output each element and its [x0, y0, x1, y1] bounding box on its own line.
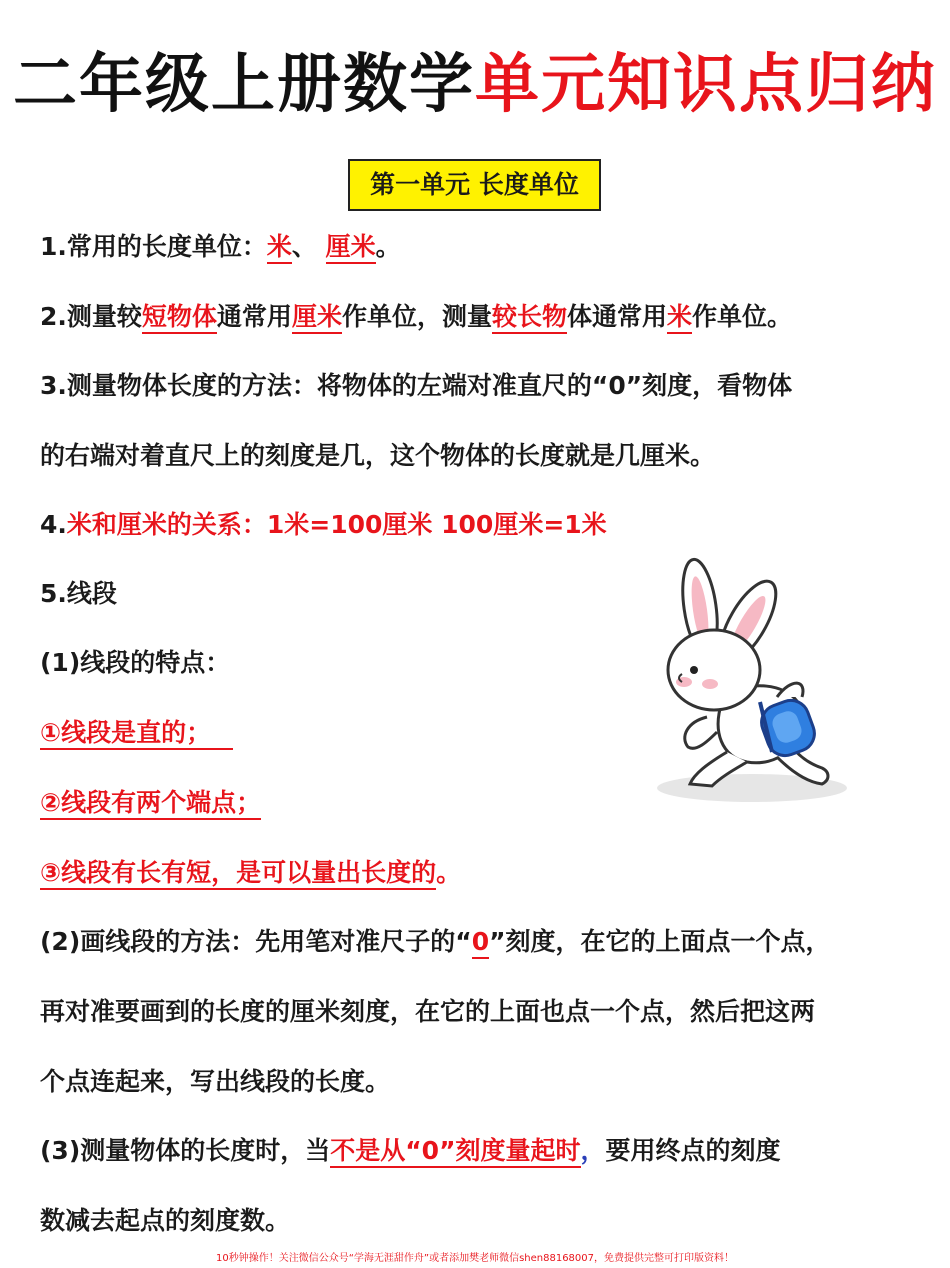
item-2-meter: 米 — [667, 302, 692, 334]
item-4 — [40, 507, 607, 543]
item-1-prefix: 1.常用的长度单位： — [40, 232, 267, 261]
measure-comma: ， — [580, 1136, 606, 1165]
item-2-long-object: 较长物 — [492, 302, 567, 334]
measure-line-1 — [40, 1133, 781, 1169]
draw-line-1-zero: 0 — [472, 927, 489, 959]
item-2-g: 体通常用 — [566, 302, 667, 331]
draw-line-1-b: ”刻度，在它的上面点一个点， — [489, 927, 831, 956]
feature-3-text: ③线段有长有短，是可以量出长度的 — [40, 858, 436, 890]
draw-method-line-2: 再对准要画到的长度的厘米刻度，在它的上面也点一个点，然后把这两 — [40, 997, 816, 1026]
item-5-title: 5.线段 — [40, 579, 117, 608]
measure-line-2: 数减去起点的刻度数。 — [40, 1206, 291, 1235]
title-part-2: 单元知识点归纳 — [475, 48, 937, 122]
feature-2 — [40, 785, 261, 821]
item-2 — [40, 299, 792, 335]
feature-2-text: ②线段有两个端点； — [40, 788, 261, 820]
draw-method-line-3: 个点连起来，写出线段的长度。 — [40, 1067, 391, 1096]
feature-1-text: ①线段是直的； — [40, 718, 233, 750]
item-2-c: 通常用 — [216, 302, 292, 331]
item-1 — [40, 229, 401, 265]
item-2-a: 2.测量较 — [40, 302, 142, 331]
feature-3-end: 。 — [436, 858, 462, 887]
item-1-unit-cm: 厘米 — [326, 232, 376, 264]
item-1-separator: 、 — [291, 232, 326, 261]
feature-1 — [40, 715, 233, 751]
item-1-unit-meter: 米 — [267, 232, 292, 264]
feature-title: (1)线段的特点： — [40, 648, 231, 677]
item-2-short-object: 短物体 — [142, 302, 217, 334]
measure-a: (3)测量物体的长度时，当 — [40, 1136, 331, 1165]
measure-d: 要用终点的刻度 — [605, 1136, 781, 1165]
measure-not-from-zero: 不是从“0”刻度量起时 — [330, 1136, 580, 1168]
footer-note: 10秒钟操作！关注微信公众号“学海无涯甜作舟”或者添加樊老师微信shen88168007，免费提供完整可打印版资料！ — [215, 1253, 735, 1264]
page-title — [0, 40, 950, 130]
item-2-i: 作单位。 — [692, 302, 793, 331]
unit-heading: 第一单元 长度单位 — [348, 159, 601, 211]
rabbit-with-backpack-icon — [652, 552, 852, 812]
item-3-line-1: 3.测量物体长度的方法：将物体的左端对准直尺的“0”刻度，看物体 — [40, 371, 793, 400]
item-2-e: 作单位，测量 — [341, 302, 492, 331]
item-3-line-2: 的右端对着直尺上的刻度是几，这个物体的长度就是几厘米。 — [40, 441, 716, 470]
item-4-relation: 米和厘米的关系：1米=100厘米 100厘米=1米 — [66, 510, 607, 539]
item-4-prefix: 4. — [40, 510, 67, 539]
item-1-end: 。 — [375, 232, 401, 261]
draw-line-1-a: (2)画线段的方法：先用笔对准尺子的“ — [40, 927, 472, 956]
item-2-cm: 厘米 — [292, 302, 342, 334]
feature-3 — [40, 855, 461, 891]
draw-method-line-1 — [40, 924, 831, 960]
title-part-1: 二年级上册数学 — [13, 48, 475, 122]
